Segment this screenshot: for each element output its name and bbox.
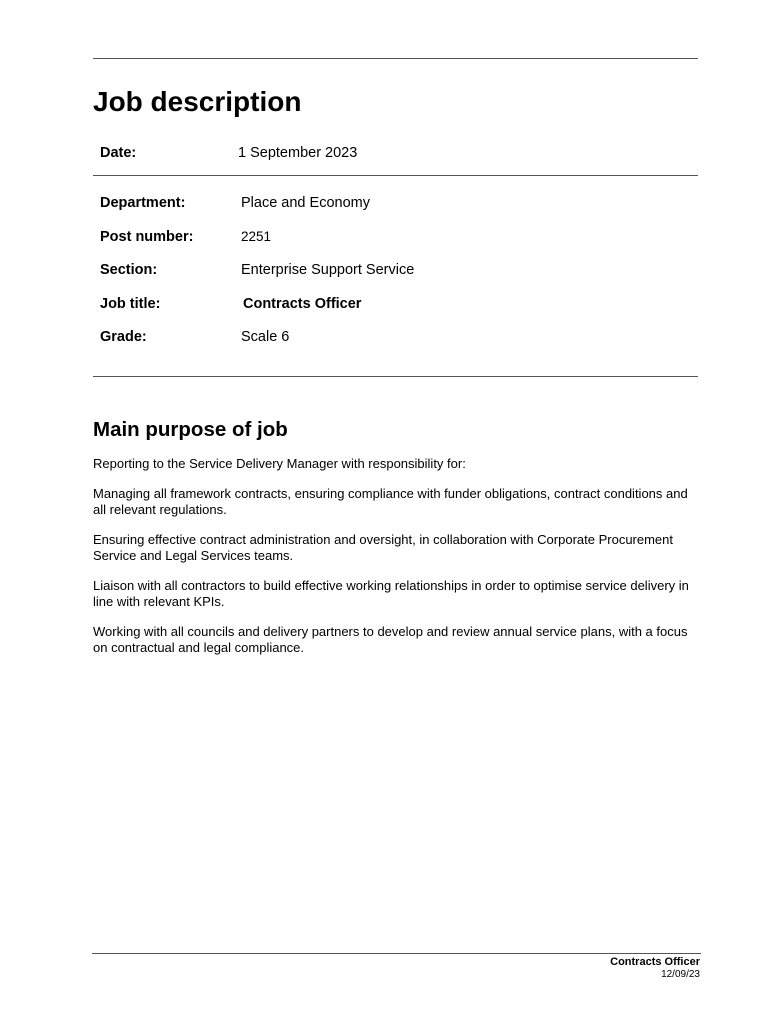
job-title-label: Job title:	[100, 296, 161, 312]
date-divider	[93, 175, 698, 176]
department-label: Department:	[100, 195, 186, 211]
footer-rule	[92, 953, 701, 954]
department-value: Place and Economy	[241, 195, 370, 211]
main-purpose-heading: Main purpose of job	[93, 418, 288, 441]
section-label: Section:	[100, 262, 158, 278]
purpose-paragraph: Ensuring effective contract administration and oversight, in collaboration with Corporate Procurement Service and Legal Services teams.	[93, 532, 674, 563]
date-value: 1 September 2023	[238, 145, 358, 161]
grade-value: Scale 6	[241, 329, 290, 345]
post-number-value: 2251	[241, 229, 272, 244]
grade-label: Grade:	[100, 329, 147, 345]
date-label: Date:	[100, 145, 137, 161]
footer-date: 12/09/23	[661, 969, 700, 980]
purpose-paragraph: Managing all framework contracts, ensuring compliance with funder obligations, contract conditions and all relevant regulations.	[93, 486, 688, 517]
footer-title: Contracts Officer	[610, 956, 700, 968]
post-number-label: Post number:	[100, 229, 194, 245]
purpose-paragraph: Reporting to the Service Delivery Manager with responsibility for:	[93, 456, 466, 471]
purpose-paragraph: Working with all councils and delivery partners to develop and review annual service plans, with a focus on contractual and legal compliance.	[93, 624, 688, 655]
job-title-value: Contracts Officer	[243, 296, 362, 312]
page-title: Job description	[93, 86, 302, 117]
fields-divider	[93, 376, 698, 377]
top-rule	[93, 58, 698, 59]
section-value: Enterprise Support Service	[241, 262, 415, 278]
purpose-paragraph: Liaison with all contractors to build effective working relationships in order to optimise service delivery in line with relevant KPIs.	[93, 578, 689, 609]
